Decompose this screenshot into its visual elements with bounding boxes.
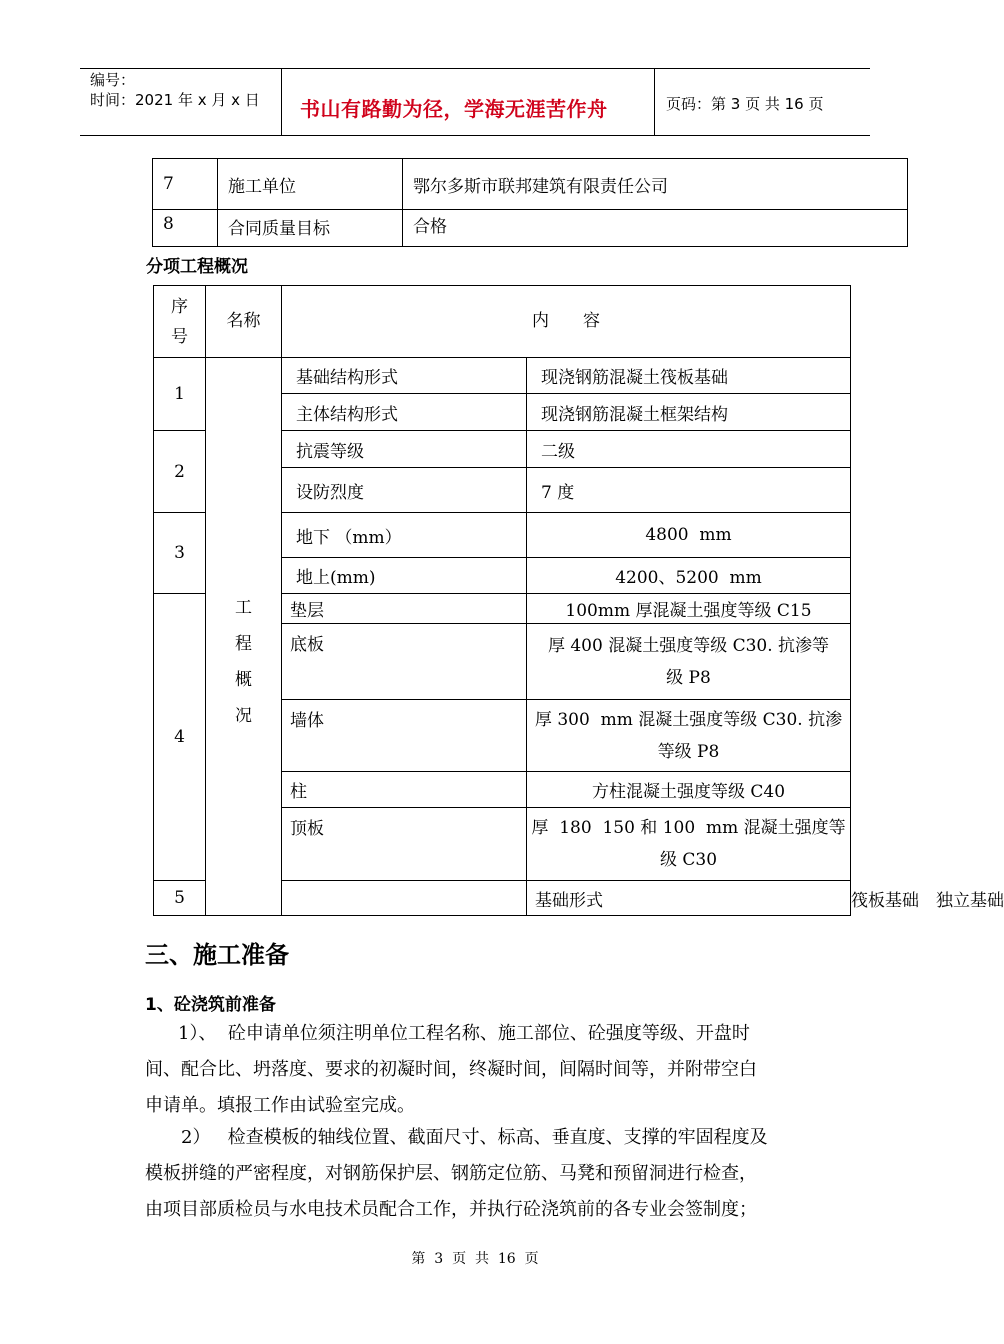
table-row: [154, 358, 851, 394]
item-name: 顶板: [282, 808, 527, 881]
header-motto: 书山有路勤为径，学海无涯苦作舟: [300, 97, 608, 121]
table-row: [153, 210, 908, 247]
item-name: 设防烈度: [282, 468, 527, 513]
paragraph-line: 2） 检查模板的轴线位置、截面尺寸、标高、垂直度、支撑的牢固程度及: [181, 1127, 768, 1148]
item-name: 地上(mm): [282, 558, 527, 594]
row-number: 8: [153, 210, 218, 247]
item-value: 现浇钢筋混凝土框架结构: [527, 394, 851, 431]
item-value-line: 厚 400 混凝土强度等级 C30. 抗渗等: [547, 635, 830, 656]
item-value-line: 等级 P8: [657, 741, 720, 762]
group-label: [206, 358, 282, 916]
paragraph-2: [145, 1120, 805, 1228]
header-page-code: 页码：第 3 页 共 16 页: [666, 95, 824, 113]
group-number: 1: [154, 358, 206, 431]
subsection-heading: 1、砼浇筑前准备: [145, 995, 276, 1015]
row-name: 施工单位: [218, 159, 403, 210]
item-value-line: 级 C30: [659, 850, 718, 870]
group-number: 4: [154, 594, 206, 881]
paragraph-line: 申请单。填报工作由试验室完成。: [145, 1095, 415, 1116]
item-value: 方柱混凝土强度等级 C40: [527, 772, 851, 808]
item-value: [527, 808, 851, 881]
header-sequence-char: 序: [171, 296, 188, 317]
item-value: 现浇钢筋混凝土筏板基础: [527, 358, 851, 394]
paragraph-1: [145, 1016, 805, 1124]
item-name: 抗震等级: [282, 431, 527, 468]
item-name: 柱: [282, 772, 527, 808]
item-name: 墙体: [282, 700, 527, 772]
item-value-line: 厚 300 mm 混凝土强度等级 C30. 抗渗: [534, 709, 843, 730]
section-subtitle: 分项工程概况: [146, 257, 248, 277]
item-value: 二级: [527, 431, 851, 468]
table-row: 5 基础形式 筏板基础 独立基础: [154, 881, 851, 916]
section-heading: 三、施工准备: [145, 941, 289, 969]
item-name: 基础形式: [527, 881, 851, 916]
header-bottom-rule: [80, 135, 870, 136]
header-sequence-char: 号: [171, 326, 188, 347]
item-name: 主体结构形式: [282, 394, 527, 431]
item-value: 4800 mm: [527, 513, 851, 558]
group-label-char: 概: [235, 669, 252, 690]
item-value: [527, 700, 851, 772]
paragraph-line: 1）、 砼申请单位须注明单位工程名称、施工部位、砼强度等级、开盘时: [178, 1023, 750, 1044]
group-label-char: 况: [235, 705, 252, 726]
table-row: [153, 159, 908, 210]
item-name: 底板: [282, 624, 527, 700]
header-content: 内 容: [282, 286, 851, 358]
paragraph-line: 由项目部质检员与水电技术员配合工作，并执行砼浇筑前的各专业会签制度；: [145, 1199, 757, 1220]
header-divider-right: [654, 68, 655, 135]
item-name: 地下 （mm）: [282, 513, 527, 558]
item-value-line: 厚 180 150 和 100 mm 混凝土强度等: [531, 818, 846, 838]
group-number: 5: [154, 881, 206, 916]
item-value-line: 级 P8: [666, 667, 711, 688]
item-name: 垫层: [282, 594, 527, 624]
header-name: 名称: [206, 286, 282, 358]
header-sequence: [154, 286, 206, 358]
row-number: 7: [153, 159, 218, 210]
project-overview-table: [153, 285, 1004, 916]
paragraph-line: 间、配合比、坍落度、要求的初凝时间，终凝时间，间隔时间等，并附带空白: [145, 1059, 757, 1080]
group-number: 2: [154, 431, 206, 513]
header-divider-left: [281, 68, 282, 135]
row-name: 合同质量目标: [218, 210, 403, 247]
group-label-char: 程: [235, 633, 252, 654]
header-time: 时间：2021 年 x 月 x 日: [90, 91, 260, 109]
project-info-table: [152, 158, 908, 247]
group-number: 3: [154, 513, 206, 594]
table-header-row: [154, 286, 851, 358]
paragraph-line: 模板拼缝的严密程度，对钢筋保护层、钢筋定位筋、马凳和预留洞进行检查，: [145, 1163, 757, 1184]
item-value: 4200、5200 mm: [527, 558, 851, 594]
group-label-char: 工: [235, 597, 252, 618]
item-value: [527, 624, 851, 700]
header-top-rule: [80, 68, 870, 69]
item-name: 基础结构形式: [282, 358, 527, 394]
header-number: 编号：: [90, 71, 136, 89]
row-value: 合格: [403, 210, 908, 247]
empty-cell: [282, 881, 527, 916]
page-footer: 第 3 页 共 16 页: [411, 1251, 539, 1267]
row-value: 鄂尔多斯市联邦建筑有限责任公司: [403, 159, 908, 210]
item-value: 100mm 厚混凝土强度等级 C15: [527, 594, 851, 624]
item-value: 7 度: [527, 468, 851, 513]
